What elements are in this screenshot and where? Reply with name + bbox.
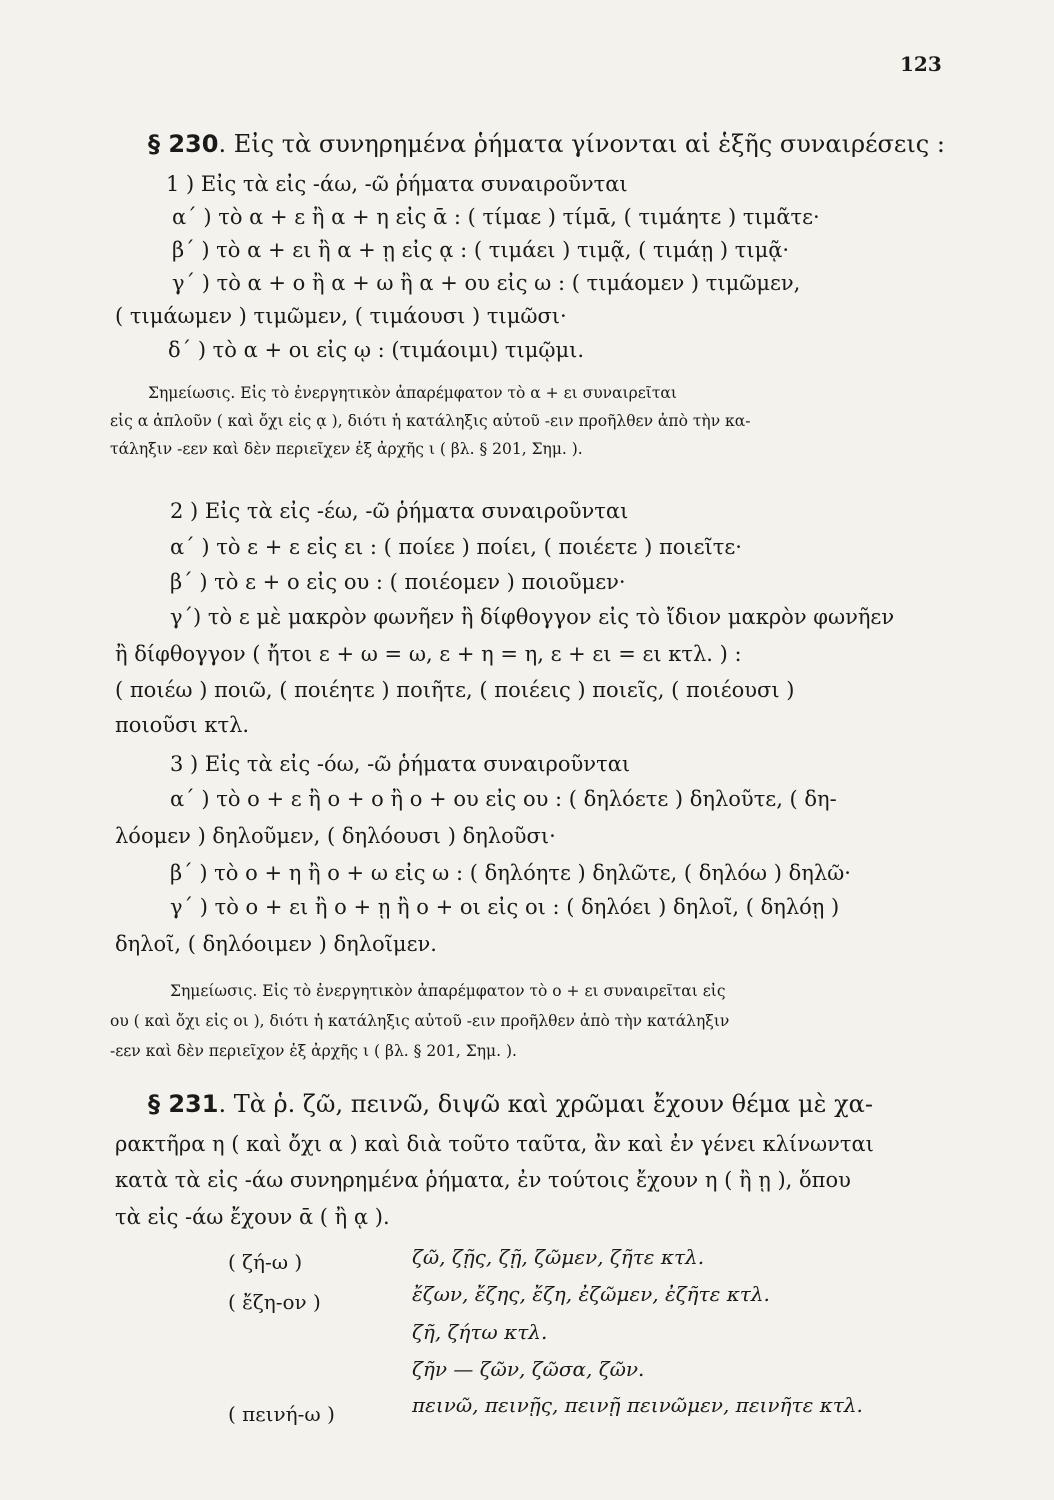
- table-left-2: ( ἔζη-ον ): [228, 1290, 321, 1314]
- rule-3a: α΄ ) τὸ ο + ε ἢ ο + ο ἢ ο + ου εἰς ου : ( δηλόετε ) δηλοῦτε, ( δη-: [170, 787, 837, 811]
- table-right-3: ζῆ, ζήτω κτλ.: [412, 1320, 548, 1344]
- section-231-line-1: . Τὰ ῥ. ζῶ, πεινῶ, διψῶ καὶ χρῶμαι ἔχουν θέμα μὲ χα-: [218, 1090, 873, 1118]
- section-230-title: . Εἰς τὰ συνηρημένα ῥήματα γίνονται αἱ ἑξῆς συναιρέσεις :: [218, 130, 945, 158]
- rule-1a: α΄ ) τὸ α + ε ἢ α + η εἰς ᾱ : ( τίμαε ) τίμᾱ, ( τιμάητε ) τιμᾶτε·: [172, 205, 820, 229]
- section-231-line-2: ρακτῆρα η ( καὶ ὄχι α ) καὶ διὰ τοῦτο ταῦτα, ἂν καὶ ἐν γένει κλίνωνται: [115, 1132, 874, 1156]
- note-2-line-3: -εεν καὶ δὲν περιεῖχον ἐξ ἀρχῆς ι ( βλ. § 201, Σημ. ).: [110, 1042, 517, 1060]
- table-right-1: ζῶ, ζῇς, ζῇ, ζῶμεν, ζῆτε κτλ.: [412, 1245, 705, 1269]
- rule-3c-cont: δηλοῖ, ( δηλόοιμεν ) δηλοῖμεν.: [115, 932, 437, 956]
- rule-2c-cont-3: ποιοῦσι κτλ.: [115, 713, 250, 737]
- rule-1c-cont: ( τιμάωμεν ) τιμῶμεν, ( τιμάουσι ) τιμῶσι·: [115, 304, 567, 328]
- page-number: 123: [900, 52, 942, 76]
- rule-3c: γ΄ ) τὸ ο + ει ἢ ο + ῃ ἢ ο + οι εἰς οι : ( δηλόει ) δηλοῖ, ( δηλόῃ ): [170, 895, 840, 919]
- table-right-2: ἔζων, ἔζης, ἔζη, ἐζῶμεν, ἐζῆτε κτλ.: [412, 1282, 770, 1306]
- rule-2c: γ΄) τὸ ε μὲ μακρὸν φωνῆεν ἢ δίφθογγον εἰς τὸ ἴδιον μακρὸν φωνῆεν: [170, 605, 895, 629]
- table-right-5: πεινῶ, πεινῇς, πεινῇ πεινῶμεν, πεινῆτε κτλ.: [412, 1393, 863, 1417]
- rule-2c-cont-1: ἢ δίφθογγον ( ἤτοι ε + ω = ω, ε + η = η, ε + ει = ει κτλ. ) :: [115, 642, 742, 666]
- rule-1c: γ΄ ) τὸ α + ο ἢ α + ω ἢ α + ου εἰς ω : ( τιμάομεν ) τιμῶμεν,: [172, 271, 801, 295]
- table-right-4: ζῆν — ζῶν, ζῶσα, ζῶν.: [412, 1357, 645, 1381]
- rule-1-heading: 1 ) Εἰς τὰ εἰς -άω, -ῶ ῥήματα συναιροῦνται: [166, 172, 628, 196]
- rule-2-heading: 2 ) Εἰς τὰ εἰς -έω, -ῶ ῥήματα συναιροῦνται: [170, 499, 629, 523]
- rule-2c-cont-2: ( ποιέω ) ποιῶ, ( ποιέητε ) ποιῆτε, ( ποιέεις ) ποιεῖς, ( ποιέουσι ): [115, 678, 795, 702]
- note-1-line-2: εἰς α ἁπλοῦν ( καὶ ὄχι εἰς ᾳ ), διότι ἡ κατάληξις αὐτοῦ -ειν προῆλθεν ἀπὸ τὴν κα-: [110, 412, 751, 430]
- table-left-1: ( ζή-ω ): [228, 1250, 303, 1274]
- section-231-line-4: τὰ εἰς -άω ἔχουν ᾱ ( ἢ ᾳ ).: [115, 1205, 390, 1229]
- rule-3b: β΄ ) τὸ ο + η ἢ ο + ω εἰς ω : ( δηλόητε ) δηλῶτε, ( δηλόω ) δηλῶ·: [170, 861, 851, 885]
- section-230-heading: [148, 130, 945, 158]
- note-2-line-1: Σημείωσις. Εἰς τὸ ἐνεργητικὸν ἀπαρέμφατον τὸ ο + ει συναιρεῖται εἰς: [170, 982, 726, 1000]
- rule-3-heading: 3 ) Εἰς τὰ εἰς -όω, -ῶ ῥήματα συναιροῦνται: [170, 752, 631, 776]
- section-231-number: § 231: [148, 1090, 219, 1118]
- note-2-line-2: ου ( καὶ ὄχι εἰς οι ), διότι ἡ κατάληξις αὐτοῦ -ειν προῆλθεν ἀπὸ τὴν κατάληξιν: [110, 1012, 730, 1030]
- rule-1b: β΄ ) τὸ α + ει ἢ α + ῃ εἰς ᾳ : ( τιμάει ) τιμᾷ, ( τιμάῃ ) τιμᾷ·: [172, 238, 790, 262]
- note-1-line-1: Σημείωσις. Εἰς τὸ ἐνεργητικὸν ἀπαρέμφατον τὸ α + ει συναιρεῖται: [148, 384, 677, 402]
- section-231-line-3: κατὰ τὰ εἰς -άω συνηρημένα ῥήματα, ἐν τούτοις ἔχουν η ( ἢ ῃ ), ὅπου: [115, 1168, 851, 1192]
- rule-2a: α΄ ) τὸ ε + ε εἰς ει : ( ποίεε ) ποίει, ( ποιέετε ) ποιεῖτε·: [170, 535, 742, 559]
- rule-3a-cont: λόομεν ) δηλοῦμεν, ( δηλόουσι ) δηλοῦσι·: [115, 824, 556, 848]
- rule-2b: β΄ ) τὸ ε + ο εἰς ου : ( ποιέομεν ) ποιοῦμεν·: [170, 570, 626, 594]
- table-left-5: ( πεινή-ω ): [228, 1402, 335, 1426]
- rule-1d: δ΄ ) τὸ α + οι εἰς ῳ : (τιμάοιμι) τιμῷμι.: [168, 338, 585, 362]
- note-1-line-3: τάληξιν -εεν καὶ δὲν περιεῖχεν ἐξ ἀρχῆς ι ( βλ. § 201, Σημ. ).: [110, 440, 583, 458]
- section-231-heading: [148, 1090, 873, 1118]
- section-230-number: § 230: [148, 130, 219, 158]
